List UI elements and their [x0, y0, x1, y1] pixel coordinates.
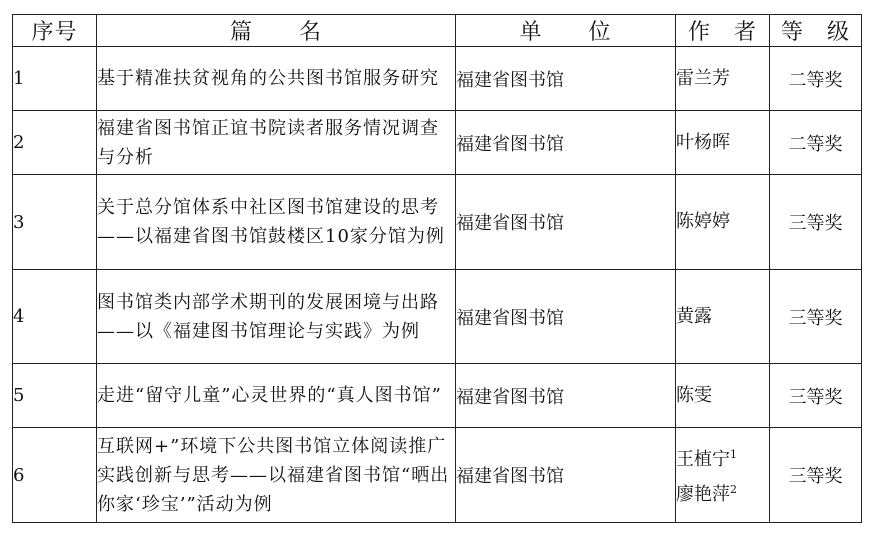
- row-title: 关于总分馆体系中社区图书馆建设的思考——以福建省图书馆鼓楼区10家分馆为例: [97, 175, 456, 270]
- author-name: 王植宁: [676, 449, 730, 470]
- row-grade: 三等奖: [770, 270, 862, 364]
- row-author: [676, 175, 770, 270]
- row-author: [676, 47, 770, 111]
- row-number: 5: [13, 364, 97, 428]
- author-name: 叶杨晖: [676, 131, 730, 153]
- table-row: [13, 270, 862, 364]
- row-grade: 二等奖: [770, 111, 862, 175]
- row-grade: 二等奖: [770, 47, 862, 111]
- author-name: 雷兰芳: [676, 67, 730, 89]
- row-number: 1: [13, 47, 97, 111]
- row-grade: 三等奖: [770, 175, 862, 270]
- table-row: [13, 47, 862, 111]
- header-grade: 等 级: [770, 15, 862, 47]
- row-number: 3: [13, 175, 97, 270]
- row-unit: 福建省图书馆: [456, 47, 676, 111]
- header-unit: 单 位: [456, 15, 676, 47]
- row-unit: 福建省图书馆: [456, 270, 676, 364]
- author-footnote-mark: 1: [730, 448, 737, 461]
- row-grade: 三等奖: [770, 428, 862, 523]
- author-name: 廖艳萍: [676, 484, 730, 505]
- row-title: 福建省图书馆正谊书院读者服务情况调查与分析: [97, 111, 456, 175]
- author-name: 陈婷婷: [676, 211, 730, 232]
- row-number: 2: [13, 111, 97, 175]
- header-author: 作 者: [676, 15, 770, 47]
- author-line: [676, 440, 769, 475]
- row-author: [676, 111, 770, 175]
- author-name: 陈雯: [676, 384, 712, 406]
- header-title: 篇 名: [97, 15, 456, 47]
- table-row: [13, 428, 862, 523]
- row-author: [676, 364, 770, 428]
- table-row: [13, 175, 862, 270]
- row-unit: 福建省图书馆: [456, 111, 676, 175]
- row-author: [676, 428, 770, 523]
- author-footnote-mark: 2: [730, 483, 737, 496]
- table-row: [13, 111, 862, 175]
- row-unit: 福建省图书馆: [456, 428, 676, 523]
- row-unit: 福建省图书馆: [456, 175, 676, 270]
- row-title: 基于精准扶贫视角的公共图书馆服务研究: [97, 47, 456, 111]
- awards-table: [12, 14, 862, 523]
- table-row: [13, 364, 862, 428]
- row-title: 走进“留守儿童”心灵世界的“真人图书馆”: [97, 364, 456, 428]
- row-number: 6: [13, 428, 97, 523]
- header-number: 序号: [13, 15, 97, 47]
- author-name: 黄露: [676, 305, 712, 327]
- row-title: 互联网+”环境下公共图书馆立体阅读推广实践创新与思考——以福建省图书馆“晒出你家‘珍宝’”活动为例: [97, 428, 456, 523]
- row-unit: 福建省图书馆: [456, 364, 676, 428]
- row-grade: 三等奖: [770, 364, 862, 428]
- row-author: [676, 270, 770, 364]
- header-row: [13, 15, 862, 47]
- row-number: 4: [13, 270, 97, 364]
- row-title: 图书馆类内部学术期刊的发展困境与出路——以《福建图书馆理论与实践》为例: [97, 270, 456, 364]
- author-line: [676, 475, 769, 510]
